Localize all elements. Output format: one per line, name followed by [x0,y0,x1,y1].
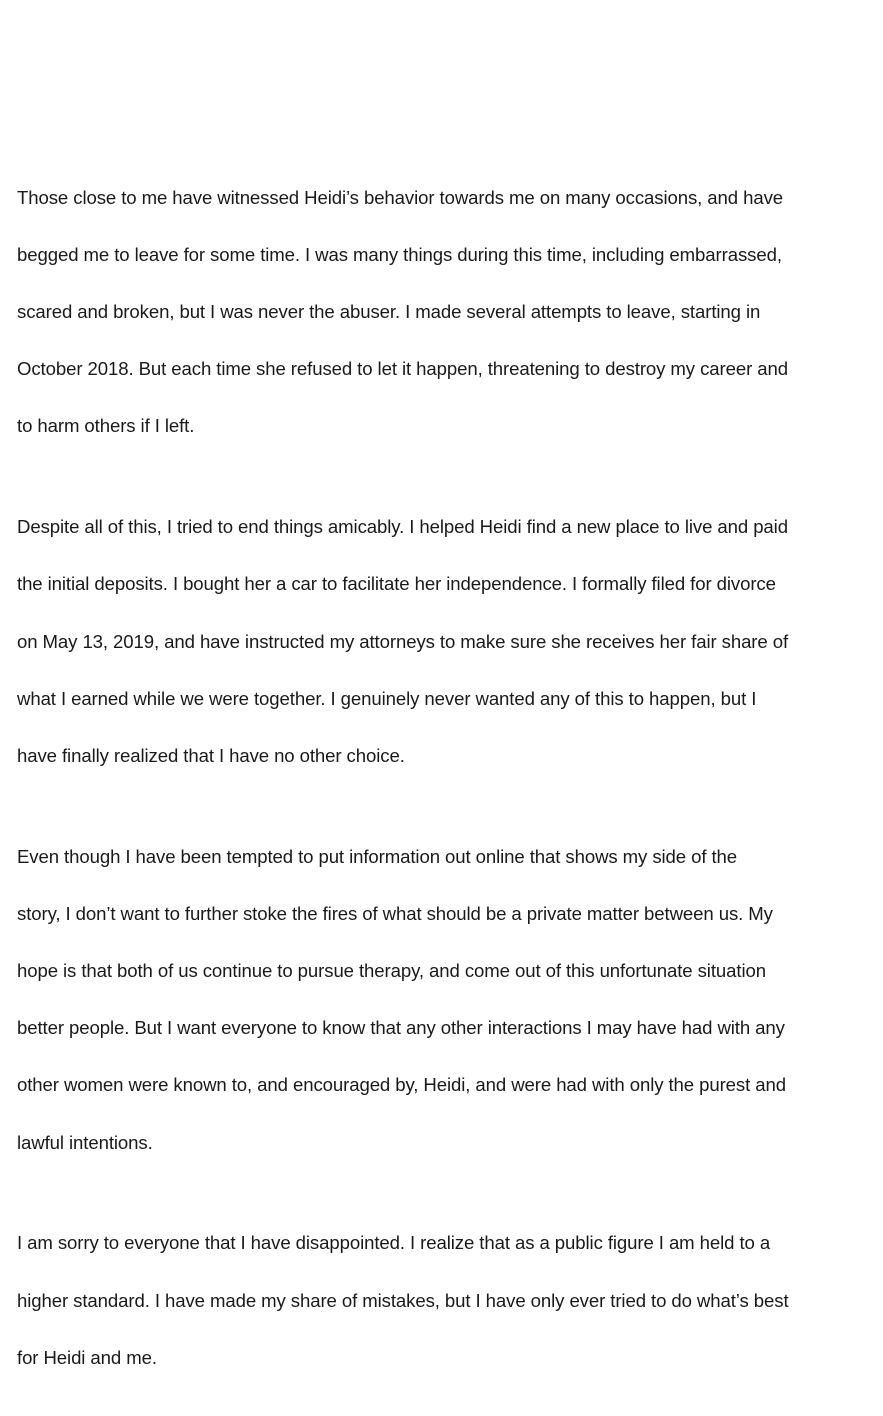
text-line: the initial deposits. I bought her a car to facilitate her independence. I formally filed for divorce [17,573,776,595]
text-line: story, I don’t want to further stoke the fires of what should be a private matter between us. My [17,902,773,924]
paragraph-4 [17,1201,873,1401]
paragraph-1 [17,155,873,470]
text-line: higher standard. I have made my share of mistakes, but I have only ever tried to do what’s best [17,1289,789,1311]
text-line: for Heidi and me. [17,1346,157,1368]
text-line: better people. But I want everyone to know that any other interactions I may have had with any [17,1017,785,1039]
text-line: to harm others if I left. [17,415,195,437]
statement-body [17,155,873,1416]
paragraph-3 [17,814,873,1186]
text-line: what I earned while we were together. I genuinely never wanted any of this to happen, but I [17,687,757,709]
text-line: have finally realized that I have no other choice. [17,744,405,766]
text-line: scared and broken, but I was never the abuser. I made several attempts to leave, starting in [17,300,761,322]
text-line: Even though I have been tempted to put information out online that shows my side of the [17,845,738,867]
text-line: begged me to leave for some time. I was many things during this time, including embarrassed, [17,243,782,265]
text-line: Those close to me have witnessed Heidi’s behavior towards me on many occasions, and have [17,186,784,208]
text-line: lawful intentions. [17,1131,153,1153]
paragraph-2 [17,485,873,800]
text-line: Despite all of this, I tried to end things amicably. I helped Heidi find a new place to live and paid [17,516,788,538]
text-line: I am sorry to everyone that I have disappointed. I realize that as a public figure I am held to a [17,1232,771,1254]
text-line: other women were known to, and encouraged by, Heidi, and were had with only the purest and [17,1074,786,1096]
text-line: hope is that both of us continue to pursue therapy, and come out of this unfortunate situation [17,960,766,982]
text-line: October 2018. But each time she refused to let it happen, threatening to destroy my career and [17,358,788,380]
text-line: on May 13, 2019, and have instructed my attorneys to make sure she receives her fair share of [17,630,789,652]
